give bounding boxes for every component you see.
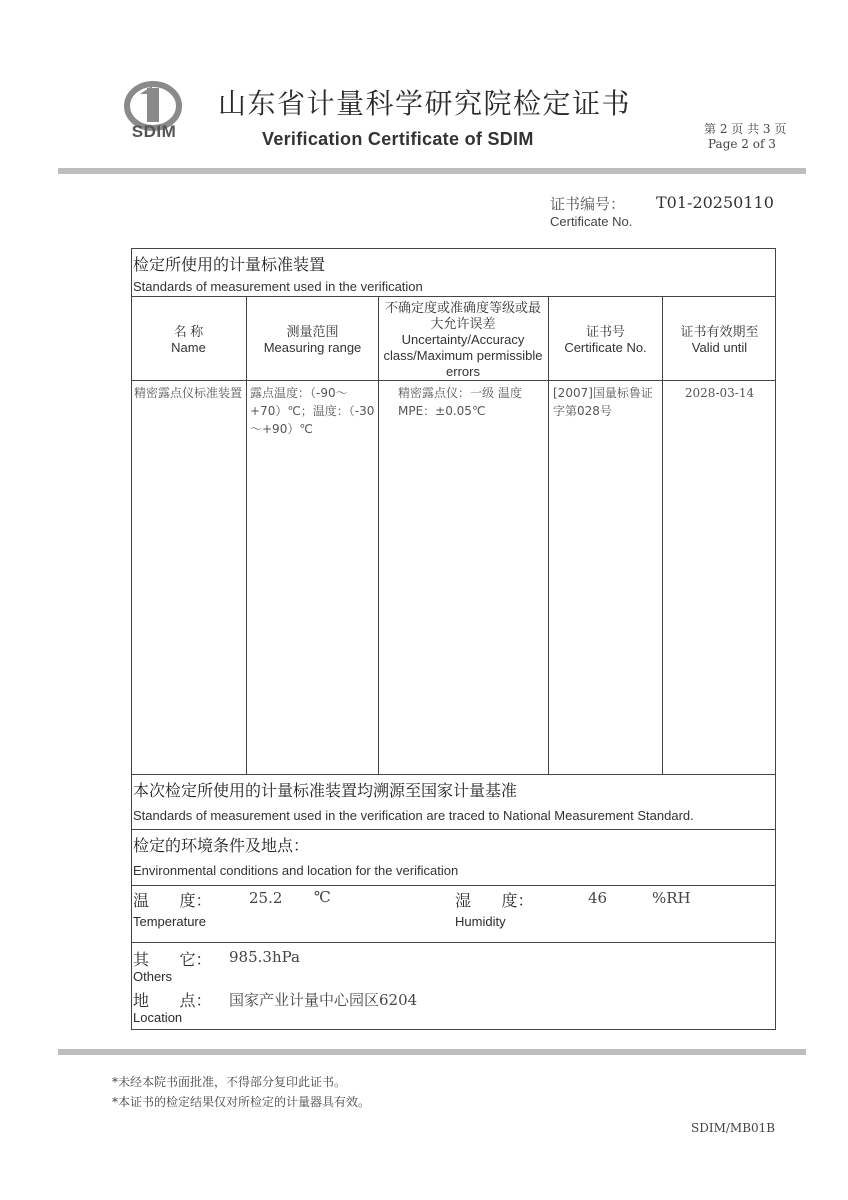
footnote-copy-restriction: *未经本院书面批准，不得部分复印此证书。 bbox=[112, 1075, 347, 1089]
standards-title-en: Standards of measurement used in the verification bbox=[133, 279, 423, 294]
table-cell-valid-until: 2028-03-14 bbox=[684, 386, 755, 400]
certificate-no-label-en: Certificate No. bbox=[550, 214, 633, 229]
certificate-no-label-cn: 证书编号： bbox=[550, 195, 626, 213]
column-header-valid-until: 证书有效期至 Valid until bbox=[680, 324, 759, 355]
traceability-statement-cn: 本次检定所使用的计量标准装置均溯源至国家计量基准 bbox=[133, 781, 518, 800]
standards-title-cn: 检定所使用的计量标准装置 bbox=[133, 255, 326, 274]
temperature-value: 25.2 bbox=[249, 889, 283, 907]
column-divider bbox=[246, 296, 247, 774]
location-label-en: Location bbox=[133, 1010, 183, 1025]
header-divider bbox=[58, 168, 806, 174]
column-header-uncertainty: 不确定度或准确度等级或最大允许误差 Uncertainty/Accuracy class/Maximum permissible errors bbox=[383, 300, 543, 379]
location-value: 国家产业计量中心园区6204 bbox=[229, 991, 418, 1009]
form-code: SDIM/MB01B bbox=[691, 1121, 776, 1135]
others-label-en: Others bbox=[133, 969, 173, 984]
certificate-no-value: T01-20250110 bbox=[656, 193, 774, 212]
environment-title-en: Environmental conditions and location for the verification bbox=[133, 863, 459, 878]
table-cell-uncertainty: 精密露点仪：一级 温度 MPE：±0.05℃ bbox=[398, 386, 522, 418]
footnotes bbox=[112, 1072, 370, 1112]
divider bbox=[131, 942, 776, 943]
column-divider bbox=[378, 296, 379, 774]
page-indicator-cn: 第 2 页 共 3 页 bbox=[704, 122, 787, 136]
humidity-value: 46 bbox=[588, 889, 608, 907]
table-cell-name: 精密露点仪标准装置 bbox=[134, 386, 243, 400]
page-indicator-en: Page 2 of 3 bbox=[708, 137, 776, 151]
others-label-cn: 其 它： bbox=[133, 950, 212, 969]
certificate-title-en: Verification Certificate of SDIM bbox=[262, 129, 534, 149]
column-divider bbox=[662, 296, 663, 774]
logo-text: SDIM bbox=[131, 122, 177, 141]
humidity-label-en: Humidity bbox=[455, 914, 506, 929]
table-cell-range: 露点温度：（-90～+70）℃；温度：（-30～+90）℃ bbox=[250, 386, 375, 436]
divider bbox=[131, 774, 776, 775]
certificate-title-cn: 山东省计量科学研究院检定证书 bbox=[218, 87, 632, 120]
column-divider bbox=[548, 296, 549, 774]
traceability-statement-en: Standards of measurement used in the verification are traced to National Measurement Standard. bbox=[133, 808, 694, 823]
table-cell-cert-no: [2007]国量标鲁证字第028号 bbox=[553, 386, 653, 418]
humidity-label-cn: 湿 度： bbox=[455, 891, 534, 910]
location-label-cn: 地 点： bbox=[133, 991, 212, 1010]
footer-divider bbox=[58, 1049, 806, 1055]
temperature-label-cn: 温 度： bbox=[133, 891, 212, 910]
column-header-name: 名 称 Name bbox=[171, 324, 206, 355]
divider bbox=[131, 296, 776, 297]
column-header-range: 测量范围 Measuring range bbox=[263, 324, 362, 355]
divider bbox=[131, 885, 776, 886]
humidity-unit: %RH bbox=[652, 889, 691, 907]
temperature-unit: ℃ bbox=[314, 888, 331, 906]
footnote-validity: *本证书的检定结果仅对所检定的计量器具有效。 bbox=[112, 1095, 371, 1109]
divider bbox=[131, 829, 776, 830]
column-header-cert-no: 证书号 Certificate No. bbox=[564, 324, 647, 355]
temperature-label-en: Temperature bbox=[133, 914, 206, 929]
others-value: 985.3hPa bbox=[229, 948, 300, 966]
environment-title-cn: 检定的环境条件及地点： bbox=[133, 836, 310, 855]
table-header-divider bbox=[131, 380, 776, 381]
